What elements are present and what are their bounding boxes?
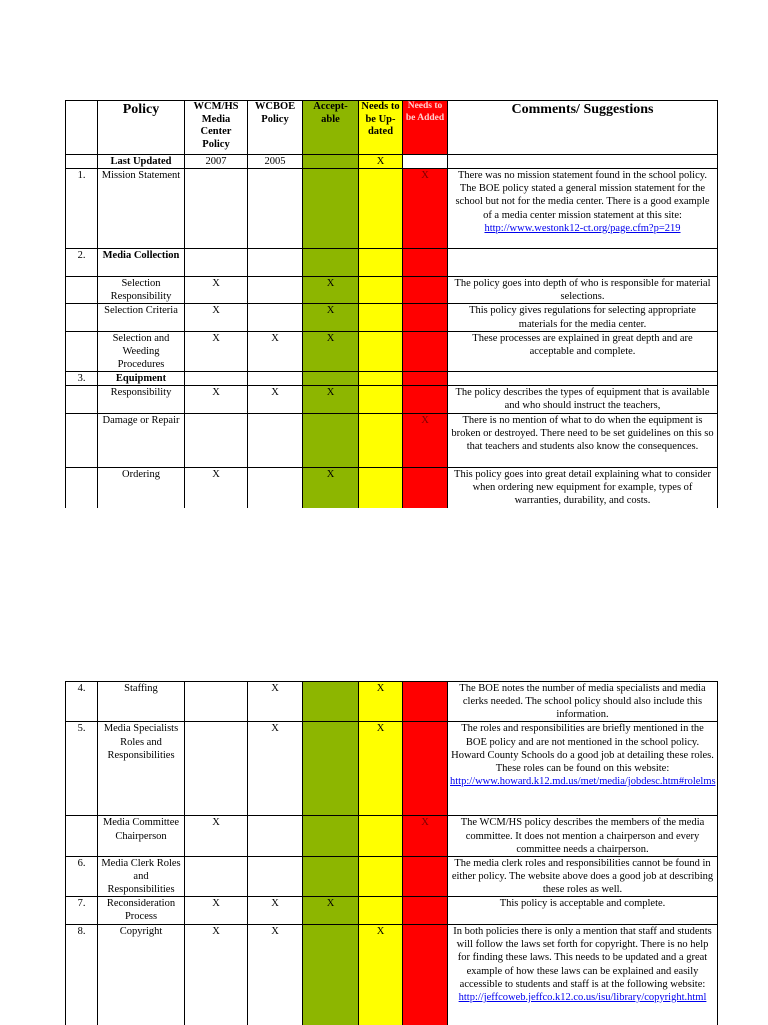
header-wcmhs: WCM/HS Media Center Policy xyxy=(185,101,248,155)
cell-policy: Responsibility xyxy=(98,386,185,414)
cell-needs-updated xyxy=(359,249,403,277)
comment-link[interactable]: http://jeffcoweb.jeffco.k12.co.us/isu/library/copyright.html xyxy=(458,991,707,1003)
table-row xyxy=(66,414,718,468)
cell-acceptable xyxy=(303,372,359,386)
cell-wcboe: X xyxy=(248,331,303,371)
cell-num xyxy=(66,331,98,371)
comment-text: This policy gives regulations for selecting appropriate materials for the media center. xyxy=(469,305,696,330)
cell-needs-updated xyxy=(359,386,403,414)
comment-text: In both policies there is only a mention that staff and students will follow the laws set forth for copyright. There is no help for finding these laws. This needs to be updated and a great example of how these laws can be explained and easily accessible to students and staff is at the following website: xyxy=(453,926,712,990)
table-row xyxy=(66,304,718,331)
cell-acceptable: X xyxy=(303,386,359,414)
cell-needs-updated xyxy=(359,372,403,386)
last-updated-row xyxy=(66,155,718,169)
header-wcboe: WCBOE Policy xyxy=(248,101,303,155)
cell-wcmhs: 2007 xyxy=(185,155,248,169)
cell-num xyxy=(66,414,98,468)
cell-wcboe xyxy=(248,414,303,468)
table-row xyxy=(66,682,718,722)
cell-comment xyxy=(448,155,718,169)
cell-needs-updated xyxy=(359,414,403,468)
cell-num: 4. xyxy=(66,682,98,722)
cell-wcmhs xyxy=(185,169,248,249)
cell-policy: Mission Statement xyxy=(98,169,185,249)
cell-wcmhs xyxy=(185,682,248,722)
cell-needs-added xyxy=(403,386,448,414)
cell-wcboe: X xyxy=(248,925,303,1025)
header-acceptable: Accept-able xyxy=(303,101,359,155)
cell-needs-added xyxy=(403,304,448,331)
cell-needs-added xyxy=(403,331,448,371)
cell-comment xyxy=(448,722,718,816)
cell-num: 2. xyxy=(66,249,98,277)
cell-needs-updated xyxy=(359,468,403,508)
cell-comment xyxy=(448,816,718,856)
cell-needs-added: X xyxy=(403,169,448,249)
table-row xyxy=(66,372,718,386)
cell-comment xyxy=(448,925,718,1025)
comment-text: The roles and responsibilities are briefly mentioned in the BOE policy and are not mentioned in the school policy. Howard County Schools do a good job at detailing these roles. These roles can be found on this website: xyxy=(451,723,714,774)
table-row xyxy=(66,856,718,896)
table-row xyxy=(66,925,718,1025)
cell-acceptable: X xyxy=(303,331,359,371)
cell-wcmhs xyxy=(185,372,248,386)
cell-policy: Ordering xyxy=(98,468,185,508)
cell-policy: Media Specialists Roles and Responsibilities xyxy=(98,722,185,816)
cell-policy: Media Clerk Roles and Responsibilities xyxy=(98,856,185,896)
cell-needs-updated xyxy=(359,169,403,249)
comment-link[interactable]: http://www.westonk12-ct.org/page.cfm?p=219 xyxy=(484,222,681,234)
cell-wcmhs xyxy=(185,249,248,277)
cell-comment xyxy=(448,414,718,468)
cell-wcmhs xyxy=(185,414,248,468)
cell-needs-added xyxy=(403,155,448,169)
cell-acceptable xyxy=(303,682,359,722)
cell-needs-updated xyxy=(359,856,403,896)
cell-needs-added xyxy=(403,277,448,304)
cell-wcboe xyxy=(248,816,303,856)
cell-comment xyxy=(448,169,718,249)
cell-comment xyxy=(448,386,718,414)
cell-policy: Copyright xyxy=(98,925,185,1025)
table-row xyxy=(66,249,718,277)
cell-needs-updated: X xyxy=(359,155,403,169)
cell-num: 3. xyxy=(66,372,98,386)
header-needs-added: Needs to be Added xyxy=(403,101,448,155)
cell-needs-added: X xyxy=(403,414,448,468)
table-row xyxy=(66,897,718,925)
cell-comment xyxy=(448,277,718,304)
cell-wcboe xyxy=(248,277,303,304)
header-policy: Policy xyxy=(98,101,185,155)
cell-needs-added xyxy=(403,249,448,277)
cell-acceptable: X xyxy=(303,277,359,304)
cell-needs-added xyxy=(403,925,448,1025)
table-row xyxy=(66,331,718,371)
cell-wcmhs: X xyxy=(185,468,248,508)
cell-policy: Last Updated xyxy=(98,155,185,169)
header-needs-updated: Needs to be Up-dated xyxy=(359,101,403,155)
cell-wcmhs xyxy=(185,722,248,816)
table-header-row xyxy=(66,101,718,155)
policy-table-page-2 xyxy=(65,681,718,1025)
cell-acceptable: X xyxy=(303,304,359,331)
cell-wcboe: X xyxy=(248,682,303,722)
header-num xyxy=(66,101,98,155)
cell-wcboe: 2005 xyxy=(248,155,303,169)
cell-needs-added xyxy=(403,722,448,816)
cell-needs-added xyxy=(403,682,448,722)
cell-wcboe: X xyxy=(248,386,303,414)
cell-wcmhs: X xyxy=(185,897,248,925)
cell-wcboe xyxy=(248,468,303,508)
cell-needs-updated xyxy=(359,816,403,856)
cell-acceptable xyxy=(303,816,359,856)
cell-comment xyxy=(448,249,718,277)
header-comments: Comments/ Suggestions xyxy=(448,101,718,155)
table-row xyxy=(66,386,718,414)
cell-comment xyxy=(448,372,718,386)
cell-wcmhs: X xyxy=(185,331,248,371)
cell-num: 1. xyxy=(66,169,98,249)
comment-text: The WCM/HS policy describes the members of the media committee. It does not mention a chairperson and every committee needs a chairperson. xyxy=(460,817,705,855)
cell-num xyxy=(66,277,98,304)
cell-num: 5. xyxy=(66,722,98,816)
cell-comment xyxy=(448,331,718,371)
comment-text: These processes are explained in great depth and are acceptable and complete. xyxy=(472,332,693,357)
cell-needs-updated: X xyxy=(359,925,403,1025)
comment-text: There was no mission statement found in the school policy. The BOE policy stated a general mission statement for the school but not for the media center. There is a good example of a media center mission statement at this site: xyxy=(455,170,710,221)
cell-policy: Staffing xyxy=(98,682,185,722)
cell-acceptable xyxy=(303,249,359,277)
table-row xyxy=(66,722,718,816)
comment-text: There is no mention of what to do when the equipment is broken or destroyed. There need to be set guidelines on this so that teachers and students also know the consequences. xyxy=(451,415,714,453)
cell-needs-updated xyxy=(359,331,403,371)
cell-policy: Reconsideration Process xyxy=(98,897,185,925)
cell-acceptable xyxy=(303,414,359,468)
cell-needs-updated xyxy=(359,897,403,925)
cell-wcmhs: X xyxy=(185,277,248,304)
cell-policy: Selection and Weeding Procedures xyxy=(98,331,185,371)
cell-needs-updated: X xyxy=(359,682,403,722)
cell-acceptable: X xyxy=(303,897,359,925)
comment-text: The policy goes into depth of who is responsible for material selections. xyxy=(454,278,711,303)
cell-num xyxy=(66,816,98,856)
table-row xyxy=(66,816,718,856)
cell-num xyxy=(66,468,98,508)
cell-policy: Media Collection xyxy=(98,249,185,277)
cell-num xyxy=(66,304,98,331)
cell-needs-updated xyxy=(359,304,403,331)
cell-policy: Selection Criteria xyxy=(98,304,185,331)
comment-link[interactable]: http://www.howard.k12.md.us/met/media/jobdesc.htm#rolelms xyxy=(450,775,716,787)
cell-num: 6. xyxy=(66,856,98,896)
comment-text: This policy goes into great detail explaining what to consider when ordering new equipment for example, types of warranties, durability, and costs. xyxy=(454,469,711,507)
cell-wcmhs: X xyxy=(185,816,248,856)
table-row xyxy=(66,277,718,304)
cell-needs-updated: X xyxy=(359,722,403,816)
cell-wcboe: X xyxy=(248,897,303,925)
cell-policy: Damage or Repair xyxy=(98,414,185,468)
cell-comment xyxy=(448,897,718,925)
cell-comment xyxy=(448,682,718,722)
cell-wcmhs: X xyxy=(185,304,248,331)
table-row xyxy=(66,169,718,249)
cell-comment xyxy=(448,468,718,508)
cell-wcmhs: X xyxy=(185,925,248,1025)
cell-acceptable: X xyxy=(303,468,359,508)
cell-acceptable xyxy=(303,169,359,249)
cell-num: 8. xyxy=(66,925,98,1025)
cell-wcboe xyxy=(248,856,303,896)
cell-needs-added xyxy=(403,897,448,925)
cell-wcmhs xyxy=(185,856,248,896)
cell-num: 7. xyxy=(66,897,98,925)
cell-wcboe xyxy=(248,249,303,277)
table-row xyxy=(66,468,718,508)
cell-needs-added xyxy=(403,372,448,386)
cell-acceptable xyxy=(303,722,359,816)
comment-text: This policy is acceptable and complete. xyxy=(499,898,666,910)
cell-num xyxy=(66,155,98,169)
cell-policy: Media Committee Chairperson xyxy=(98,816,185,856)
cell-needs-added xyxy=(403,468,448,508)
cell-wcboe xyxy=(248,372,303,386)
cell-wcmhs: X xyxy=(185,386,248,414)
cell-comment xyxy=(448,856,718,896)
cell-acceptable xyxy=(303,856,359,896)
comment-text: The media clerk roles and responsibilities cannot be found in either policy. The website above does a good job at describing these roles as well. xyxy=(451,857,714,895)
policy-table-page-1 xyxy=(65,100,718,508)
cell-comment xyxy=(448,304,718,331)
cell-num xyxy=(66,386,98,414)
cell-needs-added: X xyxy=(403,816,448,856)
comment-text: The policy describes the types of equipment that is available and who should instruct the teachers, xyxy=(455,387,710,412)
cell-wcboe xyxy=(248,304,303,331)
cell-needs-added xyxy=(403,856,448,896)
cell-acceptable xyxy=(303,155,359,169)
cell-policy: Selection Responsibility xyxy=(98,277,185,304)
cell-policy: Equipment xyxy=(98,372,185,386)
cell-needs-updated xyxy=(359,277,403,304)
cell-wcboe: X xyxy=(248,722,303,816)
cell-wcboe xyxy=(248,169,303,249)
cell-acceptable xyxy=(303,925,359,1025)
comment-text: The BOE notes the number of media specialists and media clerks needed. The school policy should also include this information. xyxy=(459,683,706,721)
